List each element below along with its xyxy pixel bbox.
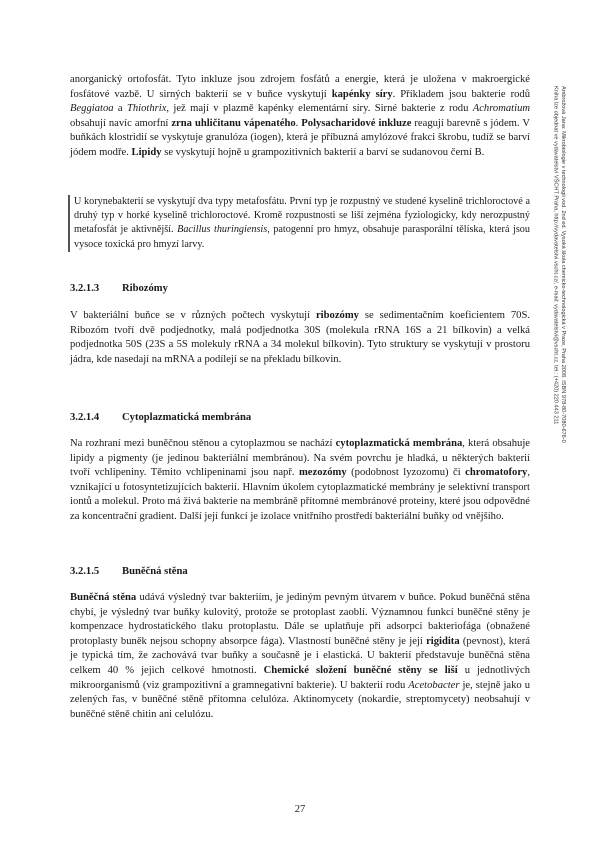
side-citation-line-1: Ambrožová Jana: Mikrobiologie v technologii vod. 2nd ed. Vysoká škola chemicko-technologická v Praze, Praha 2008. ISBN 978-80-7080-676-0 [560,86,566,443]
side-citation [548,86,566,586]
paragraph-membrane: Na rozhraní mezi buněčnou stěnou a cytoplazmou se nachází cytoplazmatická membrána, která obsahuje lipidy a pigmenty (je jedinou bakteriální membránou). Na svém povrchu je hladká, u některých bakterií tvoří vchlipeniny. Těmito vchlipeninami jsou např. mezozómy (podobnost lyzozomu) či chromatofory, vznikající u fotosyntetizujících bakterií. Hlavním úkolem cytoplazmatické membrány je selektivní transport iontů a molekul. Proto má živá bakterie na membráně přítomné membránové proteiny, které jsou odpovědné za koncentrační gradient. Další její funkcí je izolace vnitřního prostředí bakteriální buňky od vnějšího. [70,438,530,522]
page-number: 27 [294,804,306,815]
paragraph-cell-wall: Buněčná stěna udává výsledný tvar bakteriím, je jediným pevným útvarem v buňce. Pokud buněčná stěna chybí, je výsledný tvar buňky kulovitý, protože se protoplast zaoblí. Významnou funkcí buněčné stěny je kompenzace hydrostatického tlaku protoplastu. Dále se uplatňuje při adsorpci bakteriofága (obnažené protoplasty buněk nejsou schopny absorpce fága). Vlastností buněčné stěny je její rigidita (pevnost), která je typická tím, že zachovává tvar buňky a současně je i elastická. U bakterií představuje buněčná stěna celkem 40 % jejich celkové hmotnosti. Chemické složení buněčné stěny se liší u jednotlivých mikroorganismů (viz grampozitivní a gramnegativní bakterie). U bakterií rodu Acetobacter je, stejně jako u zelených řas, v buněčné stěně přítomna celulóza. Aktinomycety (nokardie, streptomycety) neobsahují v buněčné stěně chitin ani celulózu. [70,592,530,720]
paragraph-ribosomes: V bakteriální buňce se v různých počtech vyskytují ribozómy se sedimentačním koeficientem 70S. Ribozóm tvoří dvě podjednotky, malá podjednotka 30S (molekula rRNA 16S a 21 bílkovin) a velká podjednotka 50S (23S a 5S molekuly rRNA a 34 molekul bílkovin). Tyto struktury se vyskytují v prostoru jádra, kde nasedají na mRNA a podílejí se na překladu bílkovin. [70,310,530,365]
info-box-text: U korynebakterií se vyskytují dva typy metafosfátu. První typ je rozpustný ve studené kyselině trichloroctové a druhý typ v horké kyselině trichloroctové. Kromě rozpustnosti se liší zejména fyziologicky, kdy nerozpustný metafosfát je aktivnější. Bacillus thuringiensis, patogenní pro hmyz, obsahuje parasporální tělíska, která jsou vysoce toxická pro hmyzí larvy. [74,196,530,250]
info-box [68,195,536,252]
paragraph-inclusions: anorganický ortofosfát. Tyto inkluze jsou zdrojem fosfátů a energie, která je uložena v makroergické fosfátové vazbě. U sirných bakterií se v buňce vyskytují kapénky síry. Příkladem jsou bakterie rodů Beggiatoa a Thiothrix, jež mají v plazmě kapénky elementární síry. Sirné bakterie z rodu Achromatium obsahují navíc amorfní zrna uhličitanu vápenatého. Polysacharidové inkluze reagují barevně s jódem. V buňkách klostridií se vyskytuje granulóza (iogen), která je příbuzná amylózové frakci škrobu, tudíž se barví jódem modře. Lipidy se vyskytují hojně u grampozitivních bakterií a barví se sudanovou černí B. [70,74,531,158]
heading-ribosomes: 3.2.1.3 Ribozómy [70,283,168,294]
heading-membrane: 3.2.1.4 Cytoplazmatická membrána [70,412,252,423]
side-citation-line-2: Kniha lze objednat ve vydavatelství VŠCHT Praha, http://vydavatelstvi.vscht.cz/, e-mail: vydavatelstvi@vscht.cz, tel.: (+420) 220 443 211 [552,86,559,425]
heading-cell-wall: 3.2.1.5 Buněčná stěna [70,566,188,577]
